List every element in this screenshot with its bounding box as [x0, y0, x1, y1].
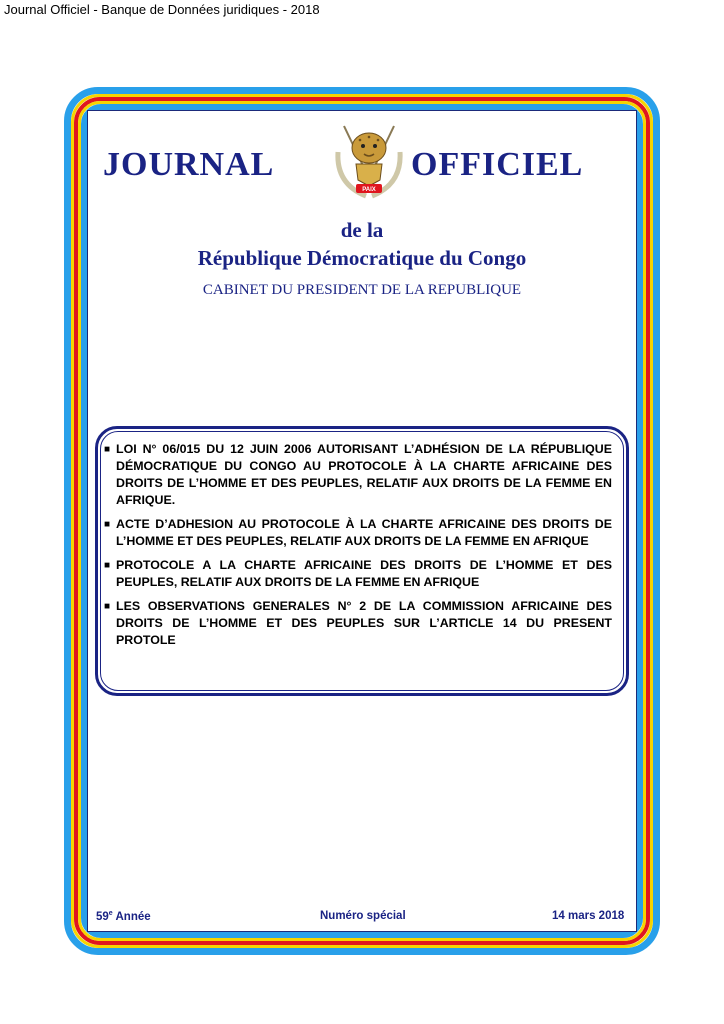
footer-year: [96, 910, 151, 923]
footer-year-suffix: e: [108, 910, 113, 917]
square-bullet-icon: ■: [104, 519, 111, 530]
summary-item: [104, 441, 612, 509]
summary-item: [104, 598, 612, 649]
masthead-subtitle-cabinet: CABINET DU PRESIDENT DE LA REPUBLIQUE: [202, 282, 522, 298]
masthead-title-left: JOURNAL: [103, 146, 275, 183]
summary-item-text: PROTOCOLE A LA CHARTE AFRICAINE DES DROITS DE L’HOMME ET DES PEUPLES, RELATIF AUX DROITS DE LA FEMME EN AFRIQUE: [116, 558, 612, 589]
masthead-title-right: OFFICIEL: [411, 146, 584, 183]
footer-year-label: Année: [115, 910, 151, 923]
summary-item: [104, 557, 612, 591]
page-header: Journal Officiel - Banque de Données juridiques - 2018: [4, 2, 320, 17]
summary-item-text: LOI N° 06/015 DU 12 JUIN 2006 AUTORISANT L’ADHÉSION DE LA RÉPUBLIQUE DÉMOCRATIQUE DU CONGO AU PROTOCOLE À LA CHARTE AFRICAINE DES DROITS DE L’HOMME ET DES PEUPLES, RELATIF AUX DROITS DE LA FEMME EN AFRIQUE.: [116, 442, 612, 507]
summary-item: [104, 516, 612, 550]
coat-of-arms-icon: [330, 122, 408, 204]
square-bullet-icon: ■: [104, 560, 111, 571]
summary-list: [104, 441, 612, 656]
summary-item-text: LES OBSERVATIONS GENERALES N° 2 DE LA COMMISSION AFRICAINE DES DROITS DE L’HOMME ET DES PEUPLES SUR L’ARTICLE 14 DU PRESENT PROTOLE: [116, 599, 612, 647]
footer-year-number: 59: [96, 910, 109, 923]
summary-item-text: ACTE D’ADHESION AU PROTOCOLE À LA CHARTE AFRICAINE DES DROITS DE L’HOMME ET DES PEUPLES, RELATIF AUX DROITS DE LA FEMME EN AFRIQUE: [116, 517, 612, 548]
square-bullet-icon: ■: [104, 601, 111, 612]
footer-issue: Numéro spécial: [320, 910, 406, 922]
square-bullet-icon: ■: [104, 444, 111, 455]
footer-date: 14 mars 2018: [552, 910, 625, 922]
masthead-subtitle-de-la: de la: [340, 218, 384, 242]
emblem-banner-text: PAIX: [362, 187, 376, 193]
masthead-subtitle-country: République Démocratique du Congo: [197, 246, 527, 270]
